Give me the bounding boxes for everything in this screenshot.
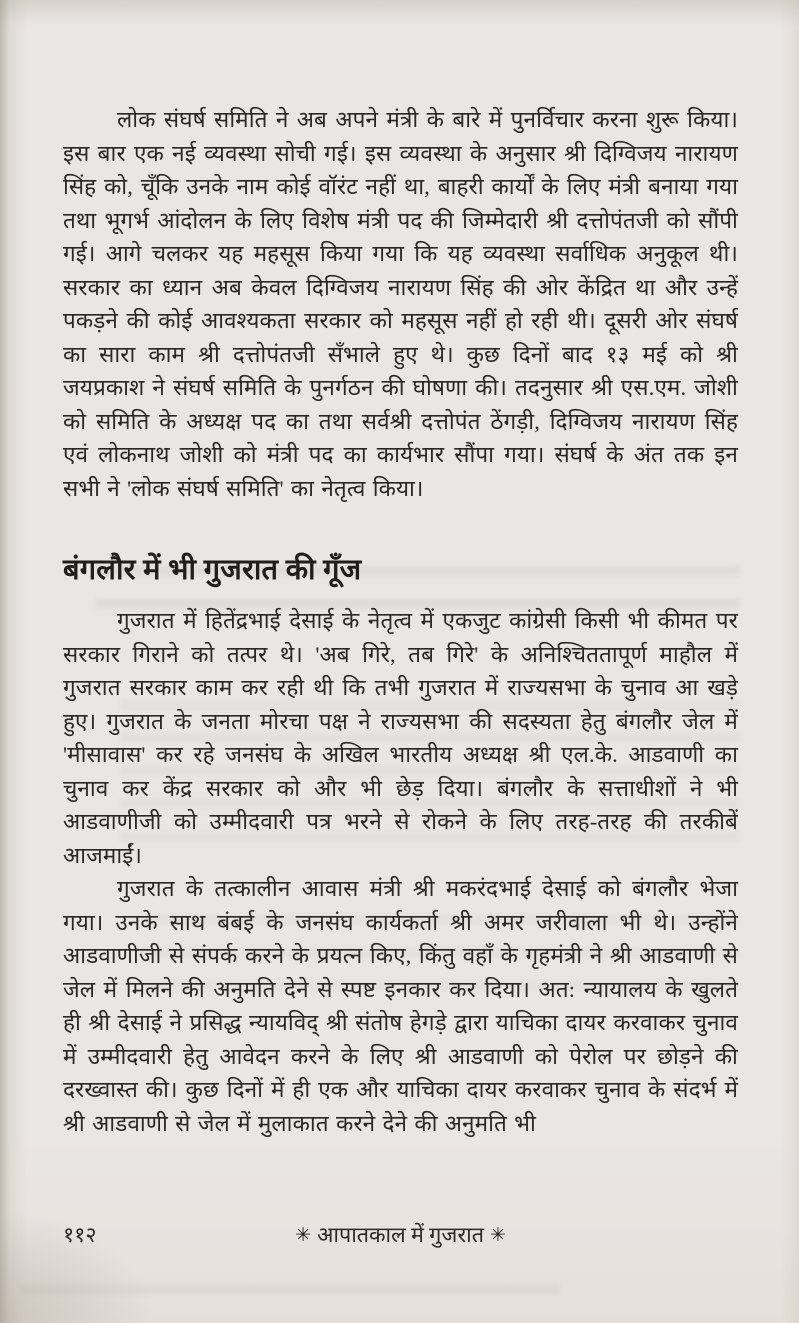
page-footer (63, 1218, 738, 1252)
paragraph-bangalore-election: गुजरात में हितेंद्रभाई देसाई के नेतृत्व में एकजुट कांग्रेसी किसी भी कीमत पर सरकार गिराने को तत्पर थे। 'अब गिरे, तब गिरे' के अनिश्चिततापूर्ण माहौल में गुजरात सरकार काम कर रही थी कि तभी गुजरात में राज्यसभा के चुनाव आ खड़े हुए। गुजरात के जनता मोरचा पक्ष ने राज्यसभा की सदस्यता हेतु बंगलौर जेल में 'मीसावास' कर रहे जनसंघ के अखिल भारतीय अध्यक्ष श्री एल.के. आडवाणी का चुनाव कर केंद्र सरकार को और भी छेड़ दिया। बंगलौर के सत्ताधीशों ने भी आडवाणीजी को उम्मीदवारी पत्र भरने से रोकने के लिए तरह-तरह की तरकीबें आजमाईं। (63, 608, 738, 868)
paragraph-desai-petition: गुजरात के तत्कालीन आवास मंत्री श्री मकरंदभाई देसाई को बंगलौर भेजा गया। उनके साथ बंबई के जनसंघ कार्यकर्ता श्री अमर जरीवाला भी थे। उन्होंने आडवाणीजी से संपर्क करने के प्रयत्न किए, किंतु वहाँ के गृहमंत्री ने श्री आडवाणी से जेल में मिलने की अनुमति देने से स्पष्ट इनकार कर दिया। अत: न्यायालय के खुलते ही श्री देसाई ने प्रसिद्ध न्यायविद् श्री संतोष हेगड़े द्वारा याचिका दायर करवाकर चुनाव में उम्मीदवारी हेतु आवेदन करने के लिए श्री आडवाणी को पेरोल पर छोड़ने की दरख्वास्त की। कुछ दिनों में ही एक और याचिका दायर करवाकर चुनाव के संदर्भ में श्री आडवाणी से जेल में मुलाकात करने देने की अनुमति भी (63, 876, 738, 1136)
paragraph-committee-reorganisation: लोक संघर्ष समिति ने अब अपने मंत्री के बारे में पुनर्विचार करना शुरू किया। इस बार एक नई व्यवस्था सोची गई। इस व्यवस्था के अनुसार श्री दिग्विजय नारायण सिंह को, चूँकि उनके नाम कोई वॉरंट नहीं था, बाहरी कार्यों के लिए मंत्री बनाया गया तथा भूगर्भ आंदोलन के लिए विशेष मंत्री पद की जिम्मेदारी श्री दत्तोपंतजी को सौंपी गई। आगे चलकर यह महसूस किया गया कि यह व्यवस्था सर्वाधिक अनुकूल थी। सरकार का ध्यान अब केवल दिग्विजय नारायण सिंह की ओर केंद्रित था और उन्हें पकड़ने की कोई आवश्यकता सरकार को महसूस नहीं हो रही थी। दूसरी ओर संघर्ष का सारा काम श्री दत्तोपंतजी सँभाले हुए थे। कुछ दिनों बाद १३ मई को श्री जयप्रकाश ने संघर्ष समिति के पुनर्गठन की घोषणा की। तदनुसार श्री एस.एम. जोशी को समिति के अध्यक्ष पद का तथा सर्वश्री दत्तोपंत ठेंगड़ी, दिग्विजय नारायण सिंह एवं लोकनाथ जोशी को मंत्री पद का कार्यभार सौंपा गया। संघर्ष के अंत तक इन सभी ने 'लोक संघर्ष समिति' का नेतृत्व किया। (63, 107, 738, 501)
page-text-block (63, 103, 738, 1140)
running-title-text: आपातकाल में गुजरात (317, 1223, 484, 1247)
running-title (63, 1218, 738, 1254)
section-heading: बंगलौर में भी गुजरात की गूँज (63, 554, 362, 586)
page-number: ११२ (63, 1223, 97, 1247)
ornament-asterisk-icon: ✳ (295, 1225, 312, 1246)
bleed-through-texture (20, 1275, 560, 1315)
ornament-asterisk-icon: ✳ (489, 1225, 506, 1246)
